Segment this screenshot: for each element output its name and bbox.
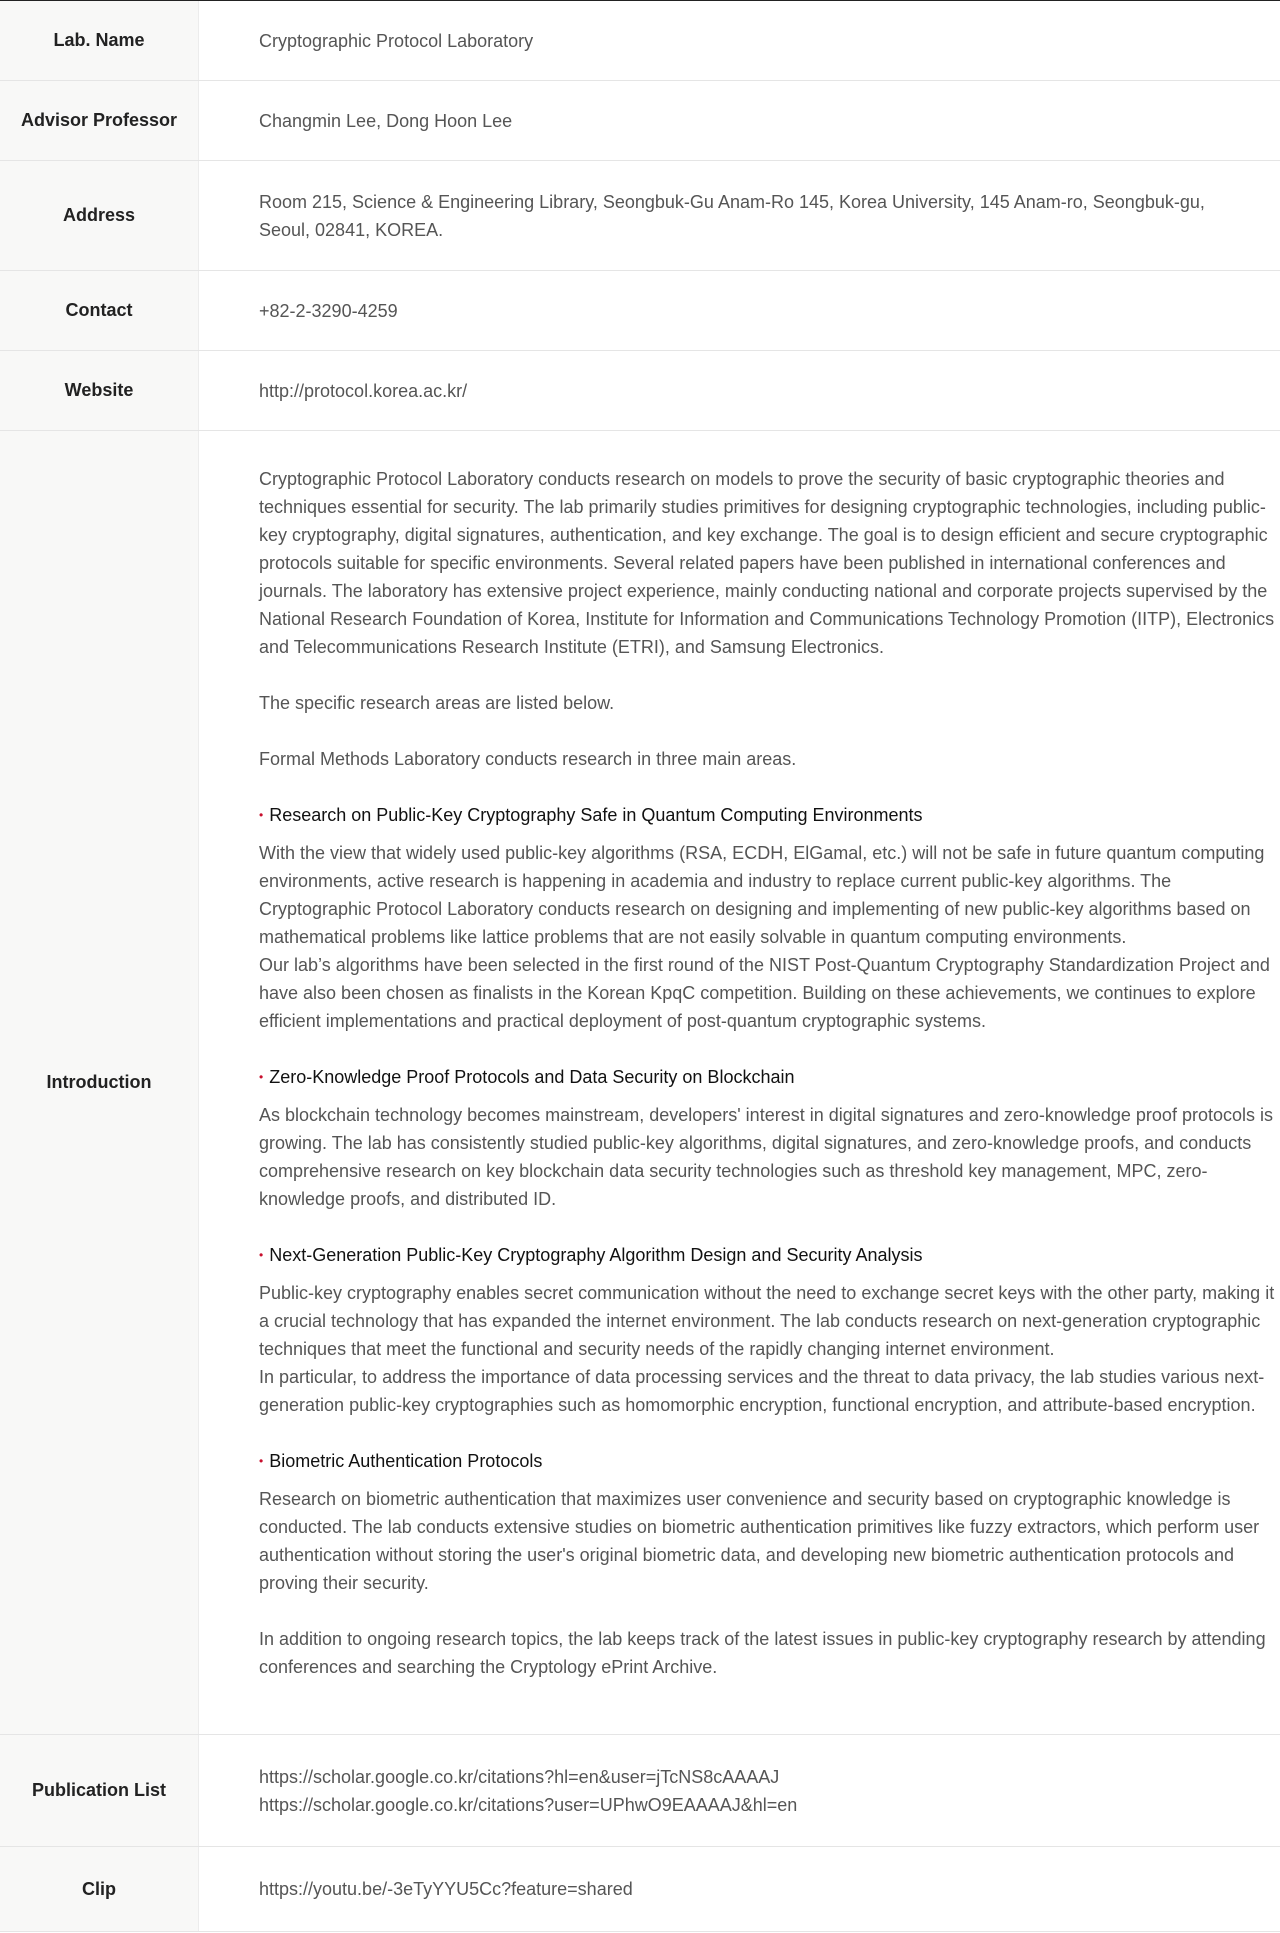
topic-zero-knowledge <box>259 1063 1276 1213</box>
address-label: Address <box>0 161 199 270</box>
contact-label: Contact <box>0 271 199 350</box>
website-value-cell <box>199 351 1280 430</box>
intro-overview: Cryptographic Protocol Laboratory conducts research on models to prove the security of basic cryptographic theories and techniques essential for security. The lab primarily studies primitives for designing cryptographic technologies, including public-key cryptography, digital signatures, authentication, and key exchange. The goal is to design efficient and secure cryptographic protocols suitable for specific environments. Several related papers have been published in international conferences and journals. The laboratory has extensive project experience, mainly conducting national and corporate projects supervised by the National Research Foundation of Korea, Institute for Information and Communications Technology Promotion (IITP), Electronics and Telecommunications Research Institute (ETRI), and Samsung Electronics. <box>259 469 1275 657</box>
address-line-2: Seoul, 02841, KOREA. <box>259 219 444 240</box>
lab-name-label: Lab. Name <box>0 1 199 80</box>
publication-link[interactable]: https://scholar.google.co.kr/citations?hl=en&user=jTcNS8cAAAAJ <box>259 1766 780 1787</box>
publication-list-value <box>199 1735 1280 1846</box>
clip-link[interactable]: https://youtu.be/-3eTyYYU5Cc?feature=shared <box>259 1879 633 1899</box>
intro-areas-intro: The specific research areas are listed below. <box>259 693 615 713</box>
contact-value: +82-2-3290-4259 <box>259 300 398 321</box>
advisor-value: Changmin Lee, Dong Hoon Lee <box>259 110 513 131</box>
topic-title: Research on Public-Key Cryptography Safe in Quantum Computing Environments <box>269 805 923 825</box>
lab-name-value: Cryptographic Protocol Laboratory <box>259 30 534 51</box>
topic-body: As blockchain technology becomes mainstream, developers' interest in digital signatures and zero-knowledge proof protocols is growing. The lab has consistently studied public-key algorithms, digital signatures, and zero-knowledge proofs, and conducts comprehensive research on key blockchain data security technologies such as threshold key management, MPC, zero-knowledge proofs, and distributed ID. <box>259 1105 1273 1209</box>
topic-body: Public-key cryptography enables secret communication without the need to exchange secret keys with the other party, making it a crucial technology that has expanded the internet environment. The lab conducts research on next-generation cryptographic techniques that meet the functional and security needs of the rapidly changing internet environment. <box>259 1283 1275 1359</box>
address-value <box>199 161 1280 270</box>
bullet-icon: • <box>259 1070 264 1084</box>
intro-closing: In addition to ongoing research topics, the lab keeps track of the latest issues in public-key cryptography research by attending conferences and searching the Cryptology ePrint Archive. <box>259 1629 1266 1677</box>
topic-title: Biometric Authentication Protocols <box>269 1451 543 1471</box>
website-link[interactable]: http://protocol.korea.ac.kr/ <box>259 380 468 401</box>
row-introduction <box>0 431 1280 1735</box>
topic-next-generation <box>259 1241 1276 1419</box>
intro-main-areas: Formal Methods Laboratory conducts research in three main areas. <box>259 749 797 769</box>
website-label: Website <box>0 351 199 430</box>
publication-link[interactable]: https://scholar.google.co.kr/citations?user=UPhwO9EAAAAJ&hl=en <box>259 1794 798 1815</box>
advisor-label: Advisor Professor <box>0 81 199 160</box>
introduction-content <box>199 431 1280 1734</box>
bullet-icon: • <box>259 1454 264 1468</box>
clip-label: Clip <box>0 1847 199 1931</box>
topic-body-continued: In particular, to address the importance of data processing services and the threat to data privacy, the lab studies various next-generation public-key cryptographies such as homomorphic encryption, functional encryption, and attribute-based encryption. <box>259 1367 1265 1415</box>
row-website <box>0 351 1280 431</box>
row-advisor <box>0 81 1280 161</box>
bullet-icon: • <box>259 808 264 822</box>
row-address <box>0 161 1280 271</box>
row-clip <box>0 1847 1280 1932</box>
publication-list-label: Publication List <box>0 1735 199 1846</box>
topic-body-continued: Our lab’s algorithms have been selected in the first round of the NIST Post-Quantum Cryptography Standardization Project and have also been chosen as finalists in the Korean KpqC competition. Building on these achievements, we continues to explore efficient implementations and practical deployment of post-quantum cryptographic systems. <box>259 955 1270 1031</box>
topic-title: Next-Generation Public-Key Cryptography Algorithm Design and Security Analysis <box>269 1245 923 1265</box>
address-line-1: Room 215, Science & Engineering Library, Seongbuk-Gu Anam-Ro 145, Korea University, 145 Anam-ro, Seongbuk-gu, <box>259 191 1205 212</box>
bullet-icon: • <box>259 1248 264 1262</box>
row-lab-name <box>0 1 1280 81</box>
row-publication-list <box>0 1735 1280 1847</box>
topic-quantum-safe <box>259 801 1276 1035</box>
clip-value-cell <box>199 1847 1280 1931</box>
topic-biometric <box>259 1447 1276 1597</box>
row-contact <box>0 271 1280 351</box>
topic-body: With the view that widely used public-key algorithms (RSA, ECDH, ElGamal, etc.) will not be safe in future quantum computing environments, active research is happening in academia and industry to replace current public-key algorithms. The Cryptographic Protocol Laboratory conducts research on designing and implementing of new public-key algorithms based on mathematical problems like lattice problems that are not easily solvable in quantum computing environments. <box>259 843 1265 947</box>
introduction-label: Introduction <box>0 431 199 1734</box>
topic-title: Zero-Knowledge Proof Protocols and Data Security on Blockchain <box>269 1067 795 1087</box>
topic-body: Research on biometric authentication that maximizes user convenience and security based on cryptographic knowledge is conducted. The lab conducts extensive studies on biometric authentication primitives like fuzzy extractors, which perform user authentication without storing the user's original biometric data, and developing new biometric authentication protocols and proving their security. <box>259 1489 1260 1593</box>
